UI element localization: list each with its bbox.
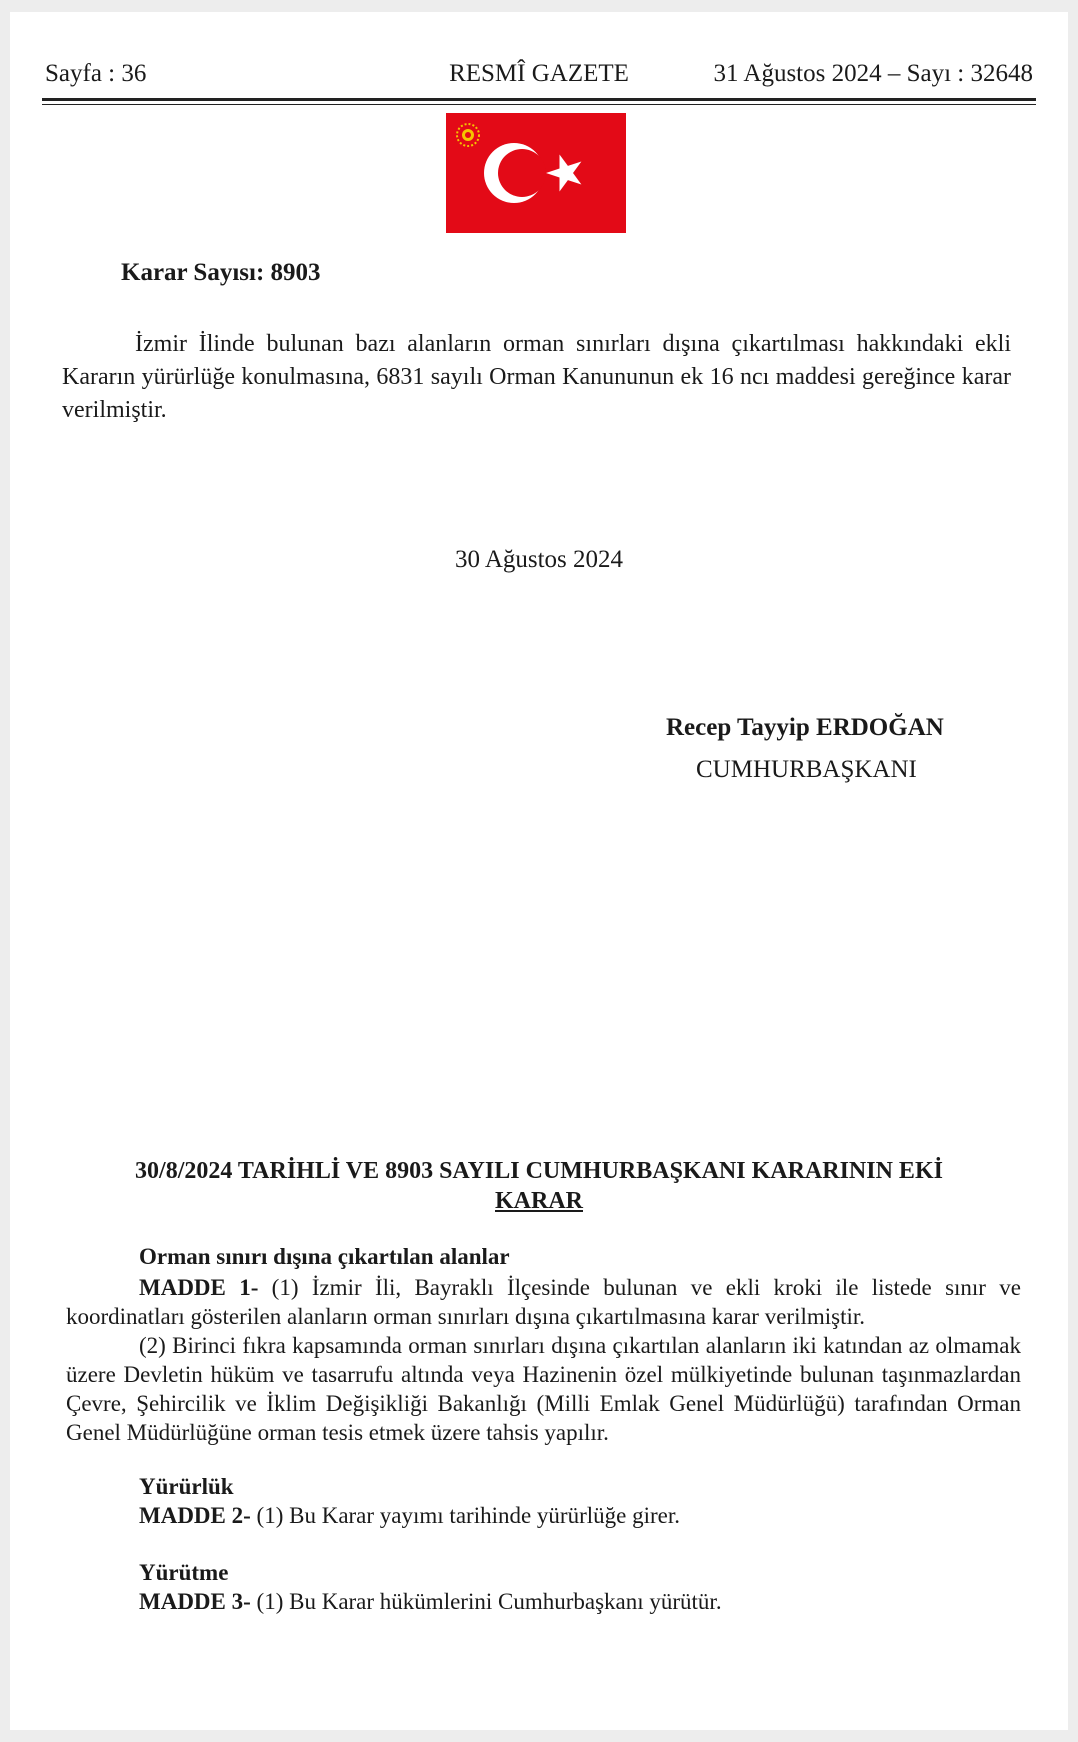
article-2	[139, 1503, 680, 1529]
issue-info: 31 Ağustos 2024 – Sayı : 32648	[713, 60, 1033, 87]
article-1-label: MADDE 1-	[139, 1275, 259, 1300]
section-heading-yururluk: Yürürlük	[139, 1474, 234, 1499]
page-header	[45, 54, 1033, 94]
article-1-text: (1) İzmir İli, Bayraklı İlçesinde bulunan ve ekli kroki ile listede sınır ve koordinatları gösterilen alanların orman sınırları dışına çıkartılmasına karar verilmiştir.	[66, 1275, 1021, 1329]
article-2-label: MADDE 2-	[139, 1503, 251, 1528]
decision-intro: İzmir İlinde bulunan bazı alanların orman sınırları dışına çıkartılması hakkındaki ekli Kararın yürürlüğe konulmasına, 6831 sayılı Orman Kanununun ek 16 ncı maddesi gereğince karar verilmiştir.	[62, 331, 1011, 423]
article-1-paragraph-1	[66, 1273, 1021, 1331]
header-divider-thin	[42, 104, 1036, 105]
annex-subtitle: KARAR	[495, 1188, 583, 1214]
page-number: Sayfa : 36	[45, 60, 147, 87]
article-3-text: (1) Bu Karar hükümlerini Cumhurbaşkanı yürütür.	[250, 1589, 722, 1614]
header-divider-thick	[42, 98, 1036, 101]
signer-name: Recep Tayyip ERDOĞAN	[666, 714, 944, 741]
gazette-page	[10, 12, 1068, 1730]
decision-number: Karar Sayısı: 8903	[121, 259, 321, 286]
article-3-label: MADDE 3-	[139, 1589, 251, 1614]
decision-date: 30 Ağustos 2024	[454, 546, 624, 573]
publication-title: RESMÎ GAZETE	[449, 60, 629, 87]
annex-title	[10, 1156, 1068, 1216]
article-2-text: (1) Bu Karar yayımı tarihinde yürürlüğe girer.	[250, 1503, 680, 1528]
article-1-paragraph-2: (2) Birinci fıkra kapsamında orman sınırları dışına çıkartılan alanların iki katından az olmamak üzere Devletin hüküm ve tasarrufu altında veya Hazinenin özel mülkiyetinde bulunan taşınmazlardan Çevre, Şehircilik ve İklim Değişikliği Bakanlığı (Milli Emlak Genel Müdürlüğü) tarafından Orman Genel Müdürlüğüne orman tesis etmek üzere tahsis yapılır.	[66, 1333, 1021, 1445]
section-heading-yurutme: Yürütme	[139, 1560, 229, 1585]
annex-title-line: 30/8/2024 TARİHLİ VE 8903 SAYILI CUMHURBAŞKANI KARARININ EKİ	[135, 1158, 943, 1184]
article-3	[139, 1589, 722, 1615]
section-heading-orman: Orman sınırı dışına çıkartılan alanlar	[139, 1244, 510, 1269]
turkish-flag-icon	[446, 113, 626, 233]
signer-title: CUMHURBAŞKANI	[696, 756, 917, 783]
